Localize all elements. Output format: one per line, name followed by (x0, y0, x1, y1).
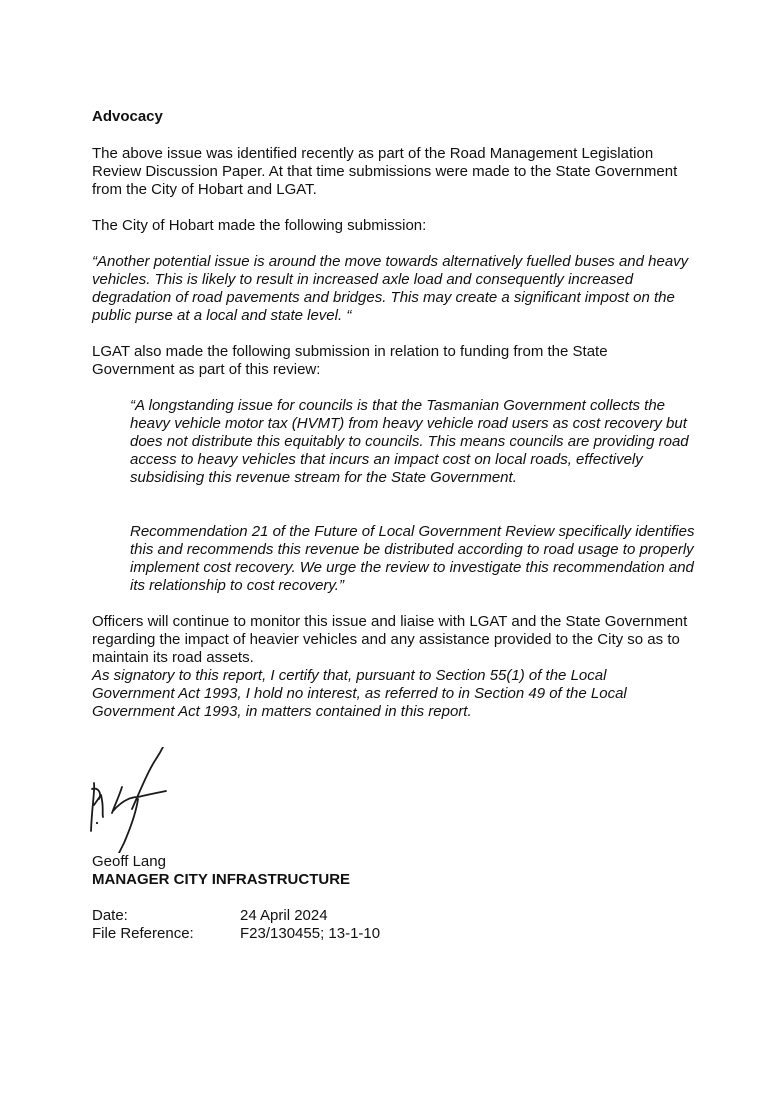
file-reference-label: File Reference: (92, 925, 194, 942)
signature-image (92, 747, 202, 853)
declaration-paragraph: As signatory to this report, I certify that, pursuant to Section 55(1) of the Local Government Act 1993, I hold no interest, as referred to in Section 49 of the Local Government Act 1993, in matters contained in this report. (92, 667, 627, 720)
date-value: 24 April 2024 (240, 907, 328, 924)
signatory-name: Geoff Lang (92, 853, 166, 870)
file-reference-row (92, 925, 692, 943)
intro-paragraph: The above issue was identified recently as part of the Road Management Legislation Review Discussion Paper. At that time submissions were made to the State Government from the City of Hobart and LGAT. (92, 145, 678, 198)
hobart-submission-quote: “Another potential issue is around the move towards alternatively fuelled buses and heavy vehicles. This is likely to result in increased axle load and consequently increased degradation of road pavements and bridges. This may create a significant impost on the public purse at a local and state level. “ (92, 253, 689, 324)
hobart-submission-intro: The City of Hobart made the following submission: (92, 217, 427, 234)
section-heading: Advocacy (92, 108, 163, 125)
lgat-quote-part-2: Recommendation 21 of the Future of Local Government Review specifically identifies this and recommends this revenue be distributed according to road usage to properly implement cost recovery. We urge the review to investigate this recommendation and its relationship to cost recovery.” (130, 523, 695, 594)
document-meta (92, 907, 692, 943)
date-row (92, 907, 692, 925)
date-label: Date: (92, 907, 128, 924)
officers-paragraph: Officers will continue to monitor this issue and liaise with LGAT and the State Government regarding the impact of heavier vehicles and any assistance provided to the City so as to maintain its road assets. (92, 613, 688, 666)
lgat-submission-intro: LGAT also made the following submission in relation to funding from the State Government as part of this review: (92, 343, 608, 378)
signatory-title: MANAGER CITY INFRASTRUCTURE (92, 871, 351, 888)
lgat-quote-part-1: “A longstanding issue for councils is that the Tasmanian Government collects the heavy vehicle motor tax (HVMT) from heavy vehicle road users as cost recovery but does not distribute this equitably to councils. This means councils are providing road access to heavy vehicles that incurs an impact cost on local roads, effectively subsidising this revenue stream for the State Government. (130, 397, 689, 486)
file-reference-value: F23/130455; 13-1-10 (240, 925, 381, 942)
document-page (92, 108, 695, 943)
